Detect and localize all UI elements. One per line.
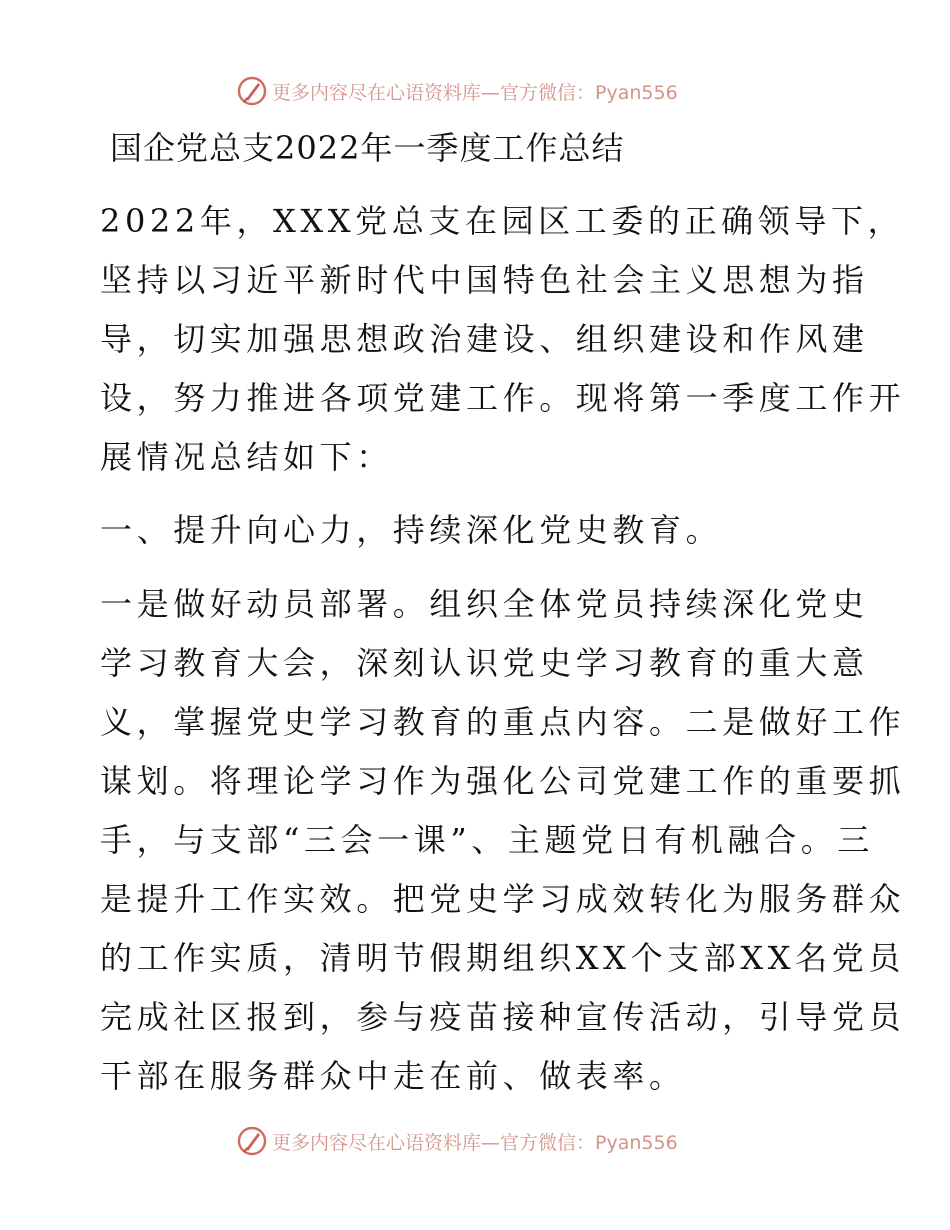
paragraph-line: 义，掌握党史学习教育的重点内容。二是做好工作 [100, 703, 906, 741]
paragraph-line: 展情况总结如下： [100, 438, 393, 476]
quill-logo-icon [236, 75, 268, 107]
section1-paragraph [100, 575, 906, 1106]
paragraph-line: 一是做好动员部署。组织全体党员持续深化党史 [100, 585, 869, 623]
quill-logo-icon [236, 1125, 268, 1157]
section-heading-text: 一、提升向心力，持续深化党史教育。 [100, 511, 723, 549]
paragraph-line: 完成社区报到，参与疫苗接种宣传活动，引导党员 [100, 998, 906, 1036]
watermark-header [236, 74, 678, 108]
intro-paragraph [100, 192, 906, 487]
paragraph-line: 坚持以习近平新时代中国特色社会主义思想为指 [100, 261, 869, 299]
paragraph-line: 学习教育大会，深刻认识党史学习教育的重大意 [100, 644, 869, 682]
watermark-text: 更多内容尽在心语资料库—官方微信：Pyan556 [272, 1131, 678, 1154]
paragraph-line: 设，努力推进各项党建工作。现将第一季度工作开 [100, 379, 906, 417]
paragraph-line: 干部在服务群众中走在前、做表率。 [100, 1057, 686, 1095]
section-heading [100, 501, 852, 560]
paragraph-line: 是提升工作实效。把党史学习成效转化为服务群众 [100, 880, 906, 918]
paragraph-line: 谋划。将理论学习作为强化公司党建工作的重要抓 [100, 762, 906, 800]
paragraph-line: 导，切实加强思想政治建设、组织建设和作风建 [100, 320, 869, 358]
watermark-text: 更多内容尽在心语资料库—官方微信：Pyan556 [272, 81, 678, 104]
watermark-footer [236, 1124, 678, 1158]
document-title: 国企党总支2022年一季度工作总结 [110, 129, 625, 167]
paragraph-line: 2022年，XXX党总支在园区工委的正确领导下， [100, 202, 905, 240]
paragraph-line: 手，与支部“三会一课”、主题党日有机融合。三 [100, 821, 874, 859]
paragraph-line: 的工作实质，清明节假期组织XX个支部XX名党员 [100, 939, 905, 977]
